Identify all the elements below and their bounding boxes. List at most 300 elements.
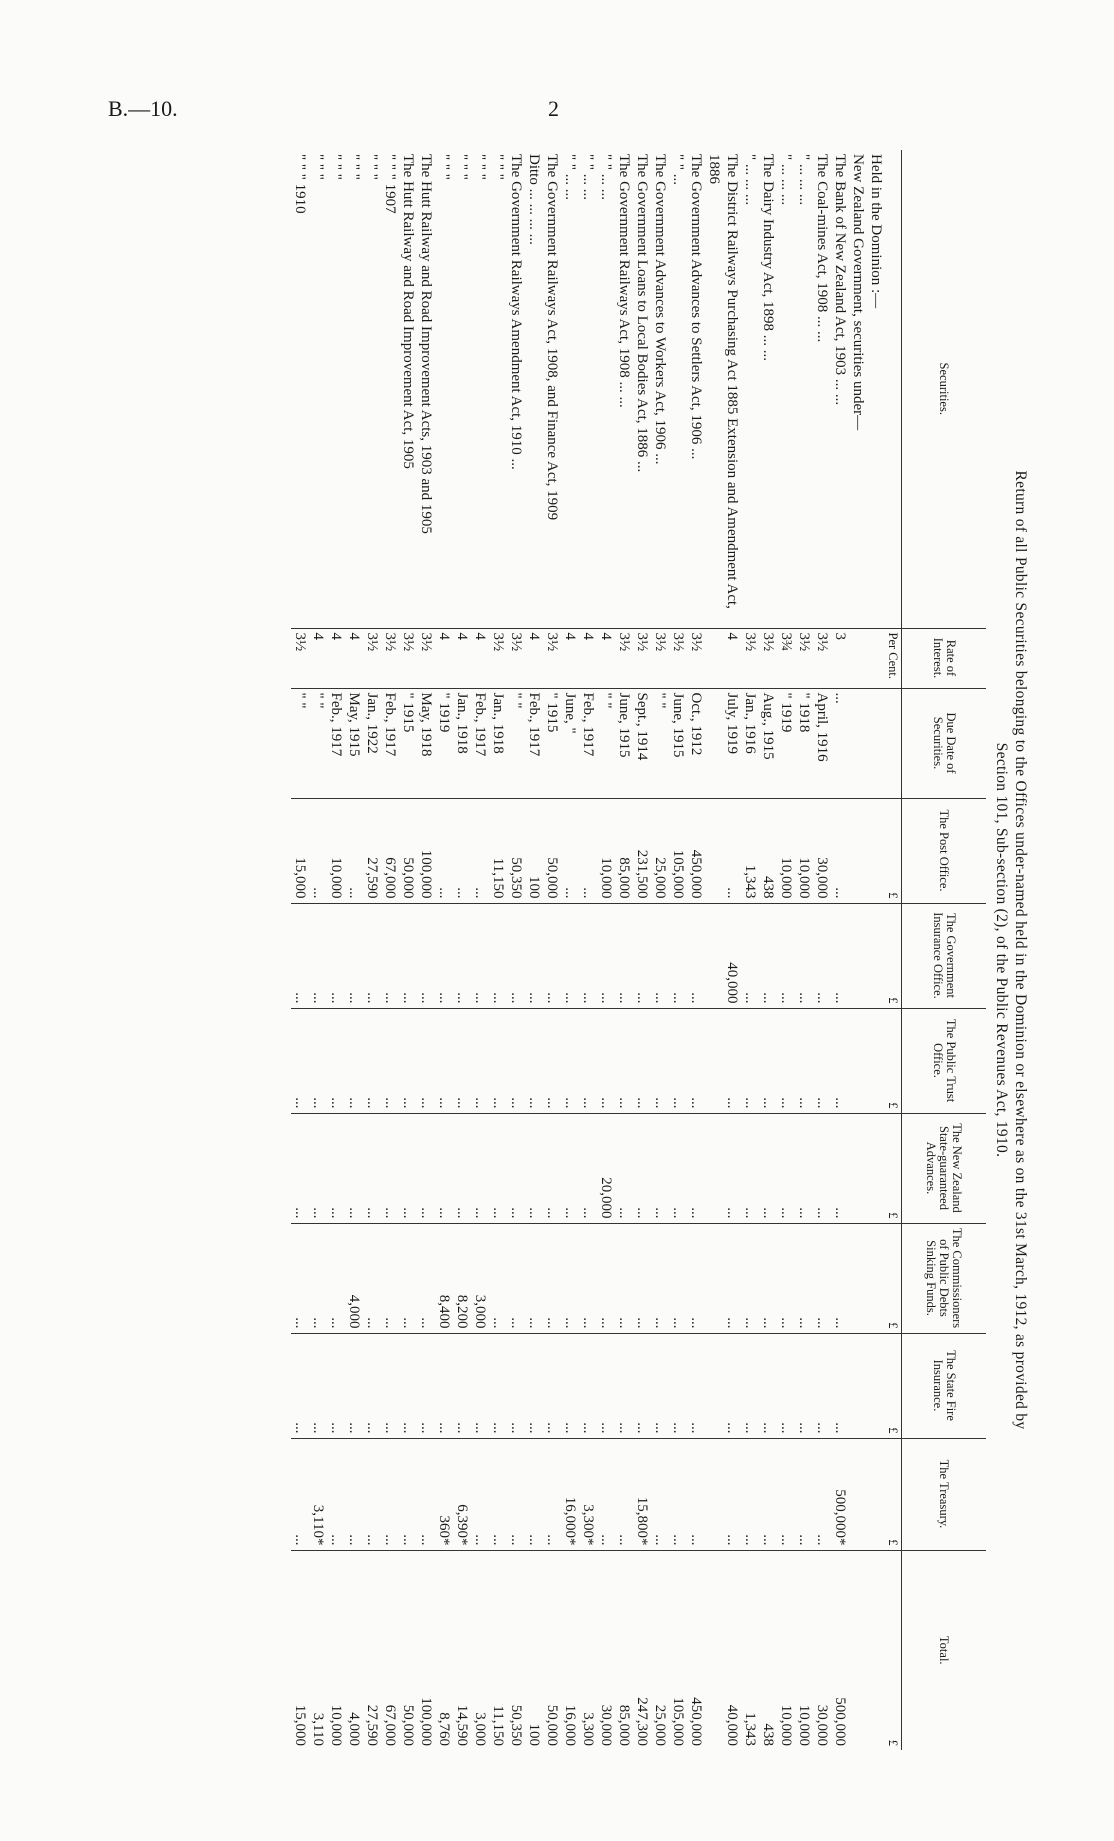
cell-nzsga: ... bbox=[291, 1113, 309, 1223]
cell-sfi bbox=[849, 1333, 867, 1438]
cell-due: " 1919 bbox=[435, 688, 453, 798]
cell-post: ... bbox=[831, 798, 849, 903]
cell-gio: ... bbox=[633, 903, 651, 1008]
cell-treasury bbox=[867, 1438, 885, 1550]
cell-total: 16,000 bbox=[561, 1550, 579, 1750]
cell-sec: The Government Loans to Local Bodies Act, 1886 ... bbox=[634, 154, 650, 473]
cell-sfi: ... bbox=[435, 1333, 453, 1438]
cell-sec: The Hutt Railway and Road Improvement Acts, 1903 and 1905 bbox=[418, 154, 434, 534]
table-row bbox=[831, 150, 849, 1750]
cell-gio bbox=[849, 903, 867, 1008]
cell-pto: ... bbox=[579, 1008, 597, 1113]
col-treasury: The Treasury. bbox=[902, 1438, 987, 1550]
cell-rate: 3½ bbox=[651, 628, 669, 688]
cell-treasury: 16,000* bbox=[561, 1438, 579, 1550]
cell-pto: ... bbox=[615, 1008, 633, 1113]
cell-rate: 3½ bbox=[795, 628, 813, 688]
cell-rate: 4 bbox=[597, 628, 615, 688]
cell-gio: ... bbox=[543, 903, 561, 1008]
cell-pto: ... bbox=[705, 1008, 741, 1113]
cell-due: Feb., 1917 bbox=[525, 688, 543, 798]
table-row bbox=[489, 150, 507, 1750]
cell-rate: 3½ bbox=[615, 628, 633, 688]
unit-money: £ bbox=[885, 1438, 902, 1550]
cell-sfi: ... bbox=[705, 1333, 741, 1438]
cell-rate: 4 bbox=[561, 628, 579, 688]
cell-treasury: ... bbox=[651, 1438, 669, 1550]
cell-due: July, 1919 bbox=[705, 688, 741, 798]
cell-rate: 4 bbox=[705, 628, 741, 688]
cell-rate: 4 bbox=[345, 628, 363, 688]
table-row bbox=[867, 150, 885, 1750]
cell-post: ... bbox=[435, 798, 453, 903]
table-row bbox=[579, 150, 597, 1750]
cell-post: ... bbox=[345, 798, 363, 903]
cell-total: 50,350 bbox=[507, 1550, 525, 1750]
cell-gio: ... bbox=[399, 903, 417, 1008]
cell-nzsga: ... bbox=[489, 1113, 507, 1223]
cell-sfi: ... bbox=[399, 1333, 417, 1438]
cell-sec: The Government Railways Act, 1908 ... ... bbox=[616, 154, 632, 408]
cell-post: 450,000 bbox=[687, 798, 705, 903]
cell-cpdsf: ... bbox=[705, 1223, 741, 1333]
cell-nzsga: ... bbox=[705, 1113, 741, 1223]
cell-rate: 4 bbox=[579, 628, 597, 688]
cell-pto bbox=[849, 1008, 867, 1113]
cell-gio: ... bbox=[579, 903, 597, 1008]
cell-gio: ... bbox=[435, 903, 453, 1008]
unit-blank-due bbox=[885, 688, 902, 798]
cell-sec: " " " bbox=[346, 154, 362, 180]
cell-cpdsf bbox=[849, 1223, 867, 1333]
cell-treasury: ... bbox=[489, 1438, 507, 1550]
cell-sfi: ... bbox=[471, 1333, 489, 1438]
cell-treasury: 6,390* bbox=[453, 1438, 471, 1550]
cell-total: 3,000 bbox=[471, 1550, 489, 1750]
cell-rate bbox=[867, 628, 885, 688]
cell-post: ... bbox=[705, 798, 741, 903]
cell-total: 105,000 bbox=[669, 1550, 687, 1750]
cell-post bbox=[867, 798, 885, 903]
cell-total: 3,300 bbox=[579, 1550, 597, 1750]
cell-sfi: ... bbox=[831, 1333, 849, 1438]
cell-pto: ... bbox=[345, 1008, 363, 1113]
table-row bbox=[687, 150, 705, 1750]
cell-rate: 3½ bbox=[669, 628, 687, 688]
table-row bbox=[417, 150, 435, 1750]
document-code: B.—10. bbox=[108, 96, 178, 121]
cell-due: " " bbox=[507, 688, 525, 798]
cell-sec: " " " bbox=[436, 154, 452, 180]
cell-treasury: ... bbox=[507, 1438, 525, 1550]
cell-treasury: ... bbox=[417, 1438, 435, 1550]
cell-cpdsf: ... bbox=[309, 1223, 327, 1333]
cell-treasury: 360* bbox=[435, 1438, 453, 1550]
cell-nzsga: ... bbox=[777, 1113, 795, 1223]
cell-nzsga: ... bbox=[561, 1113, 579, 1223]
cell-pto: ... bbox=[777, 1008, 795, 1113]
cell-sec: The Government Advances to Workers Act, 1906 ... bbox=[652, 154, 668, 465]
cell-sfi: ... bbox=[309, 1333, 327, 1438]
cell-due: " 1919 bbox=[777, 688, 795, 798]
cell-rate: 3½ bbox=[543, 628, 561, 688]
cell-rate: 3½ bbox=[813, 628, 831, 688]
cell-sec: The District Railways Purchasing Act 1885 Extension and Amendment Act, 1886 bbox=[706, 154, 740, 609]
unit-rate: Per Cent. bbox=[885, 628, 902, 688]
cell-nzsga: ... bbox=[831, 1113, 849, 1223]
table-row bbox=[543, 150, 561, 1750]
cell-due: June, 1915 bbox=[615, 688, 633, 798]
cell-sec: The Hutt Railway and Road Improvement Act, 1905 bbox=[400, 154, 416, 469]
cell-sfi: ... bbox=[345, 1333, 363, 1438]
table-row bbox=[777, 150, 795, 1750]
cell-post: 105,000 bbox=[669, 798, 687, 903]
table-row bbox=[327, 150, 345, 1750]
cell-treasury: ... bbox=[795, 1438, 813, 1550]
cell-pto: ... bbox=[741, 1008, 759, 1113]
col-post-office: The Post Office. bbox=[902, 798, 987, 903]
cell-sfi: ... bbox=[543, 1333, 561, 1438]
cell-total: 14,590 bbox=[453, 1550, 471, 1750]
cell-post: ... bbox=[579, 798, 597, 903]
cell-nzsga: ... bbox=[525, 1113, 543, 1223]
cell-cpdsf: ... bbox=[633, 1223, 651, 1333]
cell-gio: ... bbox=[489, 903, 507, 1008]
col-sinking-funds: The Commissioners of Public Debts Sinking Funds. bbox=[902, 1223, 987, 1333]
cell-nzsga: ... bbox=[363, 1113, 381, 1223]
cell-total: 30,000 bbox=[597, 1550, 615, 1750]
cell-total: 30,000 bbox=[813, 1550, 831, 1750]
cell-post: 100 bbox=[525, 798, 543, 903]
cell-cpdsf: ... bbox=[687, 1223, 705, 1333]
table-row bbox=[291, 150, 309, 1750]
cell-post: ... bbox=[453, 798, 471, 903]
cell-treasury: ... bbox=[669, 1438, 687, 1550]
cell-post: 10,000 bbox=[597, 798, 615, 903]
table-row bbox=[507, 150, 525, 1750]
cell-gio: ... bbox=[777, 903, 795, 1008]
cell-nzsga: ... bbox=[309, 1113, 327, 1223]
cell-rate: 4 bbox=[453, 628, 471, 688]
cell-due: " " bbox=[291, 688, 309, 798]
cell-sec: " " " bbox=[472, 154, 488, 180]
cell-rate: 3½ bbox=[417, 628, 435, 688]
cell-treasury: ... bbox=[543, 1438, 561, 1550]
cell-sec: Ditto ... ... ... ... bbox=[526, 154, 542, 245]
cell-rate: 3¾ bbox=[777, 628, 795, 688]
cell-treasury bbox=[849, 1438, 867, 1550]
cell-sfi: ... bbox=[525, 1333, 543, 1438]
cell-post: 30,000 bbox=[813, 798, 831, 903]
cell-nzsga: ... bbox=[543, 1113, 561, 1223]
cell-sfi: ... bbox=[795, 1333, 813, 1438]
cell-treasury: ... bbox=[615, 1438, 633, 1550]
cell-cpdsf: ... bbox=[561, 1223, 579, 1333]
cell-treasury: ... bbox=[291, 1438, 309, 1550]
cell-sec: " " ... ... bbox=[598, 154, 614, 200]
cell-sfi: ... bbox=[291, 1333, 309, 1438]
unit-money: £ bbox=[885, 1550, 902, 1750]
cell-cpdsf: 8,400 bbox=[435, 1223, 453, 1333]
cell-treasury: ... bbox=[471, 1438, 489, 1550]
cell-pto: ... bbox=[291, 1008, 309, 1113]
col-state-guaranteed-advances: The New Zealand State-guaranteed Advances. bbox=[902, 1113, 987, 1223]
cell-total: 247,300 bbox=[633, 1550, 651, 1750]
cell-due: " " bbox=[597, 688, 615, 798]
cell-due: May, 1915 bbox=[345, 688, 363, 798]
cell-nzsga: 20,000 bbox=[597, 1113, 615, 1223]
cell-gio: ... bbox=[507, 903, 525, 1008]
cell-cpdsf: ... bbox=[507, 1223, 525, 1333]
cell-cpdsf: ... bbox=[543, 1223, 561, 1333]
table-row bbox=[525, 150, 543, 1750]
col-due-date: Due Date of Securities. bbox=[902, 688, 987, 798]
cell-rate: 4 bbox=[309, 628, 327, 688]
cell-sec: " " ... ... bbox=[562, 154, 578, 200]
cell-total: 8,760 bbox=[435, 1550, 453, 1750]
cell-sfi: ... bbox=[579, 1333, 597, 1438]
cell-due: Jan., 1916 bbox=[741, 688, 759, 798]
cell-gio: ... bbox=[597, 903, 615, 1008]
cell-total: 27,590 bbox=[363, 1550, 381, 1750]
cell-total: 500,000 bbox=[831, 1550, 849, 1750]
cell-gio: ... bbox=[741, 903, 759, 1008]
cell-treasury: ... bbox=[525, 1438, 543, 1550]
cell-rate: 3½ bbox=[363, 628, 381, 688]
cell-pto: ... bbox=[453, 1008, 471, 1113]
cell-cpdsf: ... bbox=[669, 1223, 687, 1333]
cell-sfi: ... bbox=[813, 1333, 831, 1438]
cell-sfi: ... bbox=[633, 1333, 651, 1438]
cell-pto: ... bbox=[795, 1008, 813, 1113]
cell-total: 10,000 bbox=[327, 1550, 345, 1750]
cell-post: 10,000 bbox=[795, 798, 813, 903]
cell-rate: 3 bbox=[831, 628, 849, 688]
cell-due bbox=[849, 688, 867, 798]
cell-total bbox=[849, 1550, 867, 1750]
table-row bbox=[651, 150, 669, 1750]
cell-pto: ... bbox=[507, 1008, 525, 1113]
cell-due: Jan., 1918 bbox=[453, 688, 471, 798]
cell-rate: 3½ bbox=[741, 628, 759, 688]
cell-sfi: ... bbox=[507, 1333, 525, 1438]
cell-treasury: ... bbox=[381, 1438, 399, 1550]
col-state-fire-insurance: The State Fire Insurance. bbox=[902, 1333, 987, 1438]
cell-nzsga: ... bbox=[813, 1113, 831, 1223]
cell-treasury: 3,110* bbox=[309, 1438, 327, 1550]
cell-due: Feb., 1917 bbox=[381, 688, 399, 798]
page-number: 2 bbox=[548, 96, 559, 121]
cell-pto: ... bbox=[417, 1008, 435, 1113]
cell-post: 1,343 bbox=[741, 798, 759, 903]
units-row bbox=[885, 150, 902, 1750]
cell-due: " 1918 bbox=[795, 688, 813, 798]
cell-gio bbox=[867, 903, 885, 1008]
table-row bbox=[705, 150, 741, 1750]
cell-total: 67,000 bbox=[381, 1550, 399, 1750]
unit-money: £ bbox=[885, 1223, 902, 1333]
table-row bbox=[453, 150, 471, 1750]
col-rate: Rate of Interest. bbox=[902, 628, 987, 688]
cell-cpdsf: ... bbox=[525, 1223, 543, 1333]
cell-sec: The Government Advances to Settlers Act, 1906 ... bbox=[688, 154, 704, 460]
cell-gio: ... bbox=[669, 903, 687, 1008]
table-row bbox=[597, 150, 615, 1750]
cell-gio: ... bbox=[813, 903, 831, 1008]
cell-due: " " bbox=[309, 688, 327, 798]
cell-pto: ... bbox=[489, 1008, 507, 1113]
cell-cpdsf: ... bbox=[417, 1223, 435, 1333]
cell-total: 85,000 bbox=[615, 1550, 633, 1750]
cell-post: 50,000 bbox=[399, 798, 417, 903]
cell-due: Feb., 1917 bbox=[327, 688, 345, 798]
cell-total: 100,000 bbox=[417, 1550, 435, 1750]
cell-gio: ... bbox=[363, 903, 381, 1008]
cell-nzsga: ... bbox=[651, 1113, 669, 1223]
cell-total: 3,110 bbox=[309, 1550, 327, 1750]
cell-nzsga: ... bbox=[741, 1113, 759, 1223]
unit-blank bbox=[885, 150, 902, 628]
cell-post: 85,000 bbox=[615, 798, 633, 903]
cell-sec: The Bank of New Zealand Act, 1903 ... ... bbox=[832, 154, 848, 406]
cell-pto: ... bbox=[363, 1008, 381, 1113]
table-body bbox=[291, 150, 902, 1750]
cell-cpdsf: ... bbox=[759, 1223, 777, 1333]
cell-sec: " " ... bbox=[670, 154, 686, 185]
cell-pto: ... bbox=[435, 1008, 453, 1113]
cell-total: 40,000 bbox=[705, 1550, 741, 1750]
cell-cpdsf: ... bbox=[615, 1223, 633, 1333]
cell-treasury: ... bbox=[705, 1438, 741, 1550]
cell-gio: ... bbox=[381, 903, 399, 1008]
cell-cpdsf: ... bbox=[597, 1223, 615, 1333]
cell-treasury: ... bbox=[597, 1438, 615, 1550]
cell-cpdsf: 4,000 bbox=[345, 1223, 363, 1333]
cell-nzsga: ... bbox=[471, 1113, 489, 1223]
cell-due: ... bbox=[831, 688, 849, 798]
cell-total: 11,150 bbox=[489, 1550, 507, 1750]
cell-sfi: ... bbox=[615, 1333, 633, 1438]
cell-nzsga: ... bbox=[687, 1113, 705, 1223]
cell-nzsga: ... bbox=[345, 1113, 363, 1223]
cell-due: Feb., 1917 bbox=[471, 688, 489, 798]
cell-rate: 4 bbox=[471, 628, 489, 688]
cell-nzsga: ... bbox=[669, 1113, 687, 1223]
cell-gio: ... bbox=[795, 903, 813, 1008]
cell-gio: ... bbox=[453, 903, 471, 1008]
cell-pto: ... bbox=[381, 1008, 399, 1113]
cell-total: 15,000 bbox=[291, 1550, 309, 1750]
cell-pto bbox=[867, 1008, 885, 1113]
securities-table bbox=[291, 150, 986, 1750]
cell-due: " 1915 bbox=[543, 688, 561, 798]
cell-sec: " ... ... ... bbox=[796, 154, 812, 206]
cell-pto: ... bbox=[687, 1008, 705, 1113]
cell-cpdsf: ... bbox=[327, 1223, 345, 1333]
cell-sec: " " " bbox=[490, 154, 506, 180]
cell-nzsga: ... bbox=[453, 1113, 471, 1223]
cell-cpdsf: ... bbox=[831, 1223, 849, 1333]
cell-nzsga: ... bbox=[399, 1113, 417, 1223]
cell-gio: ... bbox=[309, 903, 327, 1008]
cell-rate: 3½ bbox=[291, 628, 309, 688]
cell-sfi: ... bbox=[561, 1333, 579, 1438]
cell-due: June, " bbox=[561, 688, 579, 798]
table-row bbox=[669, 150, 687, 1750]
cell-cpdsf: 8,200 bbox=[453, 1223, 471, 1333]
cell-sfi: ... bbox=[489, 1333, 507, 1438]
table-row bbox=[309, 150, 327, 1750]
cell-sfi: ... bbox=[327, 1333, 345, 1438]
cell-sec: " ... ... ... bbox=[778, 154, 794, 206]
cell-post: ... bbox=[561, 798, 579, 903]
cell-cpdsf: ... bbox=[399, 1223, 417, 1333]
cell-treasury: 3,300* bbox=[579, 1438, 597, 1550]
cell-post: 15,000 bbox=[291, 798, 309, 903]
cell-treasury: ... bbox=[777, 1438, 795, 1550]
cell-rate: 3½ bbox=[687, 628, 705, 688]
cell-due: " " bbox=[651, 688, 669, 798]
unit-money: £ bbox=[885, 798, 902, 903]
cell-rate: 3½ bbox=[633, 628, 651, 688]
cell-total: 100 bbox=[525, 1550, 543, 1750]
cell-rate: 3½ bbox=[489, 628, 507, 688]
cell-pto: ... bbox=[543, 1008, 561, 1113]
cell-sfi: ... bbox=[687, 1333, 705, 1438]
cell-gio: ... bbox=[759, 903, 777, 1008]
cell-gio: ... bbox=[345, 903, 363, 1008]
cell-post: 50,000 bbox=[543, 798, 561, 903]
cell-pto: ... bbox=[327, 1008, 345, 1113]
cell-pto: ... bbox=[633, 1008, 651, 1113]
cell-post: 27,590 bbox=[363, 798, 381, 903]
cell-rate: 4 bbox=[435, 628, 453, 688]
cell-treasury: ... bbox=[741, 1438, 759, 1550]
cell-total: 450,000 bbox=[687, 1550, 705, 1750]
cell-gio: ... bbox=[291, 903, 309, 1008]
cell-sfi: ... bbox=[453, 1333, 471, 1438]
cell-post: ... bbox=[309, 798, 327, 903]
title-line-2: Section 101, Sub-section (2), of the Public Revenues Act, 1910. bbox=[993, 742, 1010, 1158]
table-row bbox=[363, 150, 381, 1750]
cell-cpdsf: ... bbox=[813, 1223, 831, 1333]
table-row bbox=[471, 150, 489, 1750]
cell-pto: ... bbox=[309, 1008, 327, 1113]
cell-due: April, 1916 bbox=[813, 688, 831, 798]
cell-rate bbox=[849, 628, 867, 688]
table-row bbox=[399, 150, 417, 1750]
cell-due: Jan., 1922 bbox=[363, 688, 381, 798]
cell-sfi: ... bbox=[759, 1333, 777, 1438]
table-row bbox=[849, 150, 867, 1750]
cell-sec: " " ... ... bbox=[580, 154, 596, 200]
cell-total: 438 bbox=[759, 1550, 777, 1750]
rotated-page bbox=[90, 150, 1030, 1750]
table-row bbox=[795, 150, 813, 1750]
cell-due: May, 1918 bbox=[417, 688, 435, 798]
cell-due: " 1915 bbox=[399, 688, 417, 798]
cell-total: 4,000 bbox=[345, 1550, 363, 1750]
cell-gio: ... bbox=[417, 903, 435, 1008]
cell-rate: 3½ bbox=[759, 628, 777, 688]
cell-sec: " " " 1907 bbox=[382, 154, 398, 214]
cell-gio: ... bbox=[327, 903, 345, 1008]
cell-pto: ... bbox=[831, 1008, 849, 1113]
cell-post: 10,000 bbox=[327, 798, 345, 903]
cell-nzsga: ... bbox=[759, 1113, 777, 1223]
cell-total: 10,000 bbox=[795, 1550, 813, 1750]
cell-nzsga: ... bbox=[381, 1113, 399, 1223]
